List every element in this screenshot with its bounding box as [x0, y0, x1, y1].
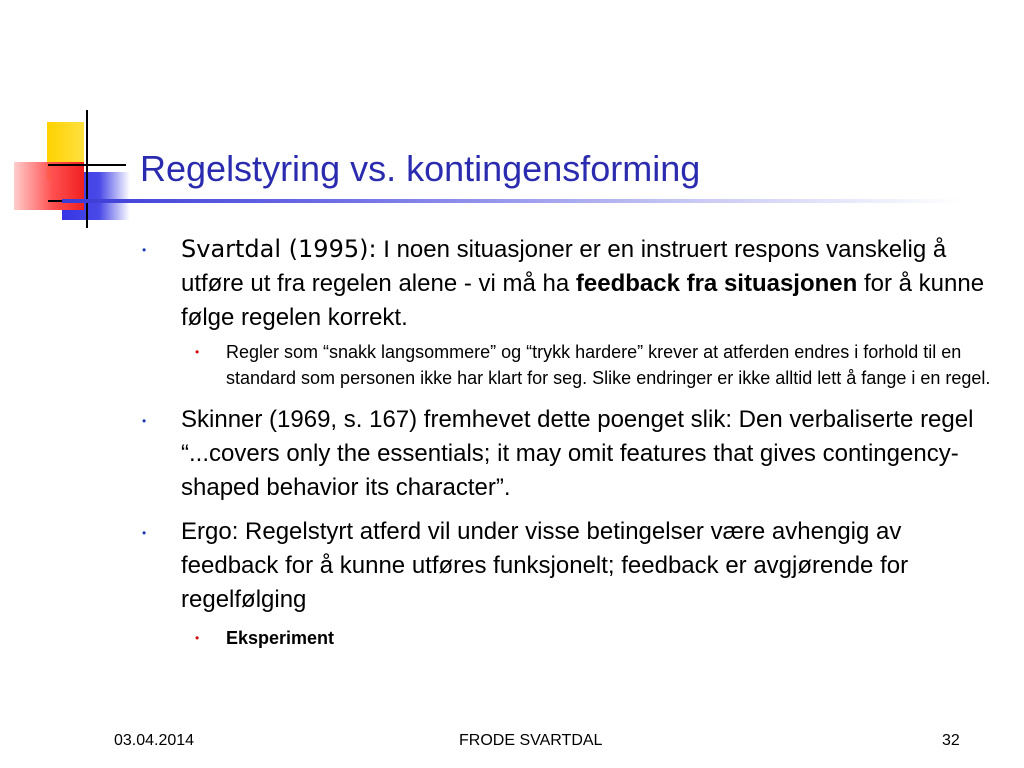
bullet-icon: •	[142, 526, 147, 540]
footer-date: 03.04.2014	[114, 732, 195, 749]
bullet-icon: •	[142, 243, 147, 257]
bullet-icon: •	[142, 414, 147, 428]
footer-page-number: 32	[942, 732, 960, 749]
sub-bullet-icon: •	[195, 345, 200, 359]
sub-bullet-icon: •	[195, 631, 200, 645]
bullet-item	[140, 403, 1000, 505]
bullet-text: I noen situasjoner er en instruert respons vanskelig å utføre ut fra regelen alene - vi må ha	[181, 236, 947, 297]
sub-bullet-item	[140, 625, 1000, 651]
logo-vertical-line	[86, 110, 88, 228]
slide-title: Regelstyring vs. kontingensforming	[140, 148, 701, 189]
bullet-item	[140, 232, 1000, 335]
bullet-text: Ergo: Regelstyrt atferd vil under visse betingelser være avhengig av feedback for å kunne utføres funksjonelt; feedback er avgjørende for regelfølging	[181, 518, 909, 613]
bullet-item	[140, 515, 1000, 617]
sub-bullet-text: Eksperiment	[226, 628, 335, 648]
bullet-lead: Svartdal (1995):	[181, 235, 377, 263]
bullet-text: Skinner (1969, s. 167) fremhevet dette poenget slik: Den verbaliserte regel “...covers only the essentials; it may omit features that gives contingency-shaped behavior its character”.	[181, 406, 974, 501]
footer-author: FRODE SVARTDAL	[459, 732, 603, 749]
logo-horizontal-line	[48, 164, 126, 166]
title-underline	[62, 199, 962, 203]
slide-logo	[0, 0, 140, 240]
sub-bullet-item	[140, 339, 1000, 391]
slide-content	[140, 232, 1000, 651]
bullet-text: for å kunne følge regelen korrekt.	[181, 270, 985, 331]
bullet-bold-text: feedback fra situasjonen	[575, 270, 858, 297]
sub-bullet-text: Regler som “snakk langsommere” og “trykk hardere” krever at atferden endres i forhold til en standard som personen ikke har klart for seg. Slike endringer er ikke alltid lett å fange i en regel.	[226, 342, 991, 388]
